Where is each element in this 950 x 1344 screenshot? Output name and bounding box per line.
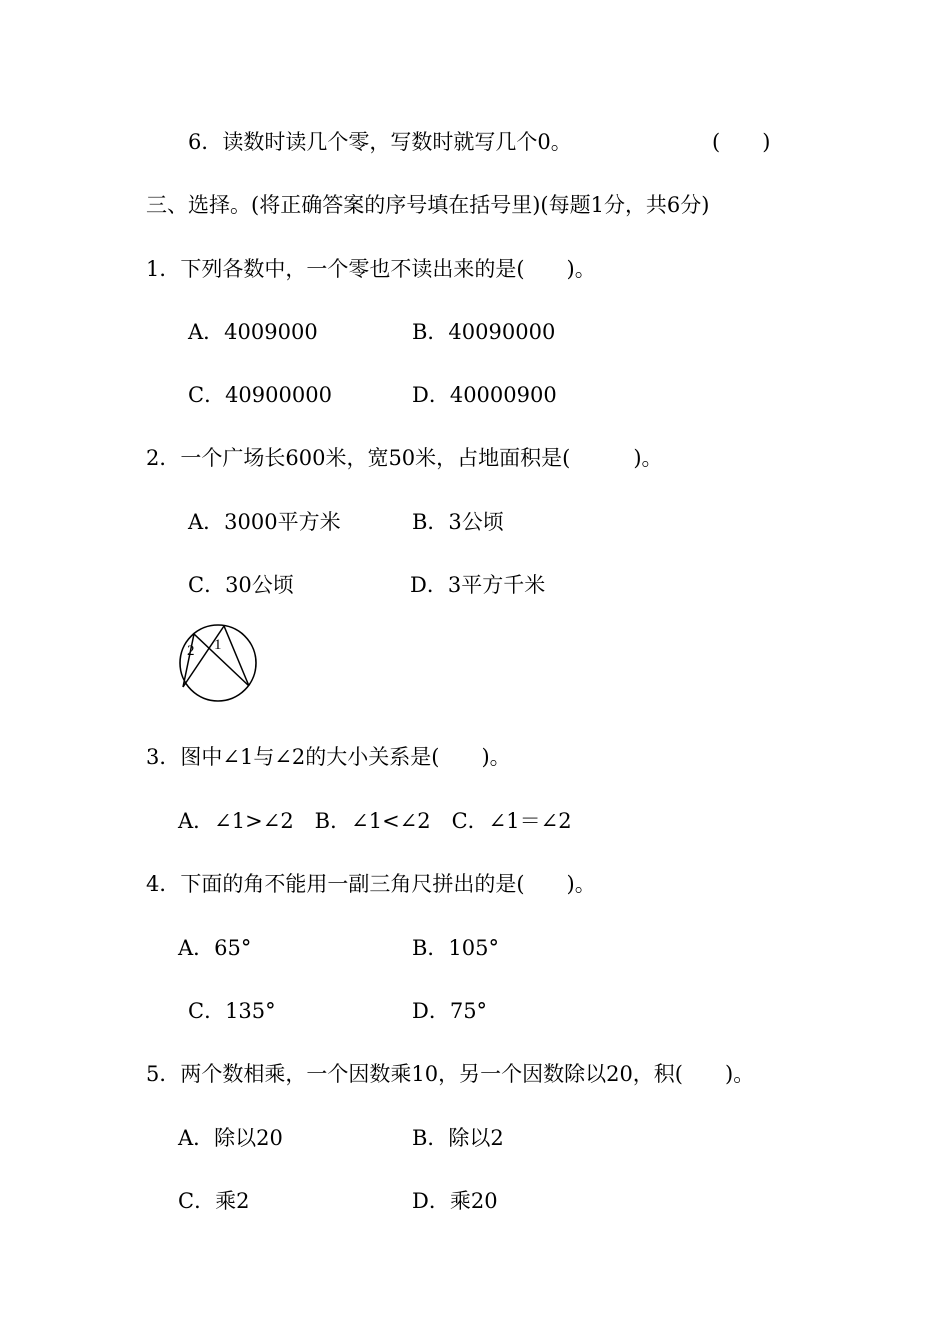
question-1-stem: 1．下列各数中，一个零也不读出来的是( )。	[146, 257, 596, 281]
question-1-option-c: C．40900000	[188, 383, 332, 407]
angle-1-label: 1	[214, 637, 222, 653]
question-4-option-d: D．75°	[412, 999, 488, 1023]
question-1-option-d: D．40000900	[412, 383, 557, 407]
question-1-option-a: A．4009000	[188, 320, 318, 344]
question-5-option-b: B．除以2	[412, 1126, 504, 1150]
question-3-stem: 3．图中∠1与∠2的大小关系是( )。	[146, 745, 511, 769]
answer-bracket[interactable]: ( )	[712, 130, 771, 154]
question-3-options: A．∠1>∠2 B．∠1<∠2 C．∠1＝∠2	[178, 809, 572, 833]
question-5-option-d: D．乘20	[412, 1189, 498, 1213]
chord-diagonal	[194, 634, 249, 686]
question-2-option-b: B．3公顷	[412, 510, 504, 534]
chord-top-right	[224, 626, 249, 686]
question-4-stem: 4．下面的角不能用一副三角尺拼出的是( )。	[146, 872, 596, 896]
question-5-option-a: A．除以20	[178, 1126, 283, 1150]
question-4-option-a: A．65°	[178, 936, 252, 960]
question-2-option-c: C．30公顷	[188, 573, 294, 597]
question-2-option-a: A．3000平方米	[188, 510, 341, 534]
question-4-option-c: C．135°	[188, 999, 276, 1023]
question-6-text: 6．读数时读几个零，写数时就写几个0。	[188, 130, 572, 154]
section-heading: 三、选择。(将正确答案的序号填在括号里)(每题1分，共6分)	[146, 193, 710, 217]
question-4-option-b: B．105°	[412, 936, 500, 960]
angle-2-label: 2	[187, 643, 195, 659]
question-2-option-d: D．3平方千米	[410, 573, 546, 597]
question-5-option-c: C．乘2	[178, 1189, 250, 1213]
question-1-option-b: B．40090000	[412, 320, 556, 344]
angle-circle-figure	[172, 618, 264, 708]
question-5-stem: 5．两个数相乘，一个因数乘10，另一个因数除以20，积( )。	[146, 1062, 755, 1086]
question-2-stem: 2．一个广场长600米，宽50米，占地面积是( )。	[146, 446, 663, 470]
